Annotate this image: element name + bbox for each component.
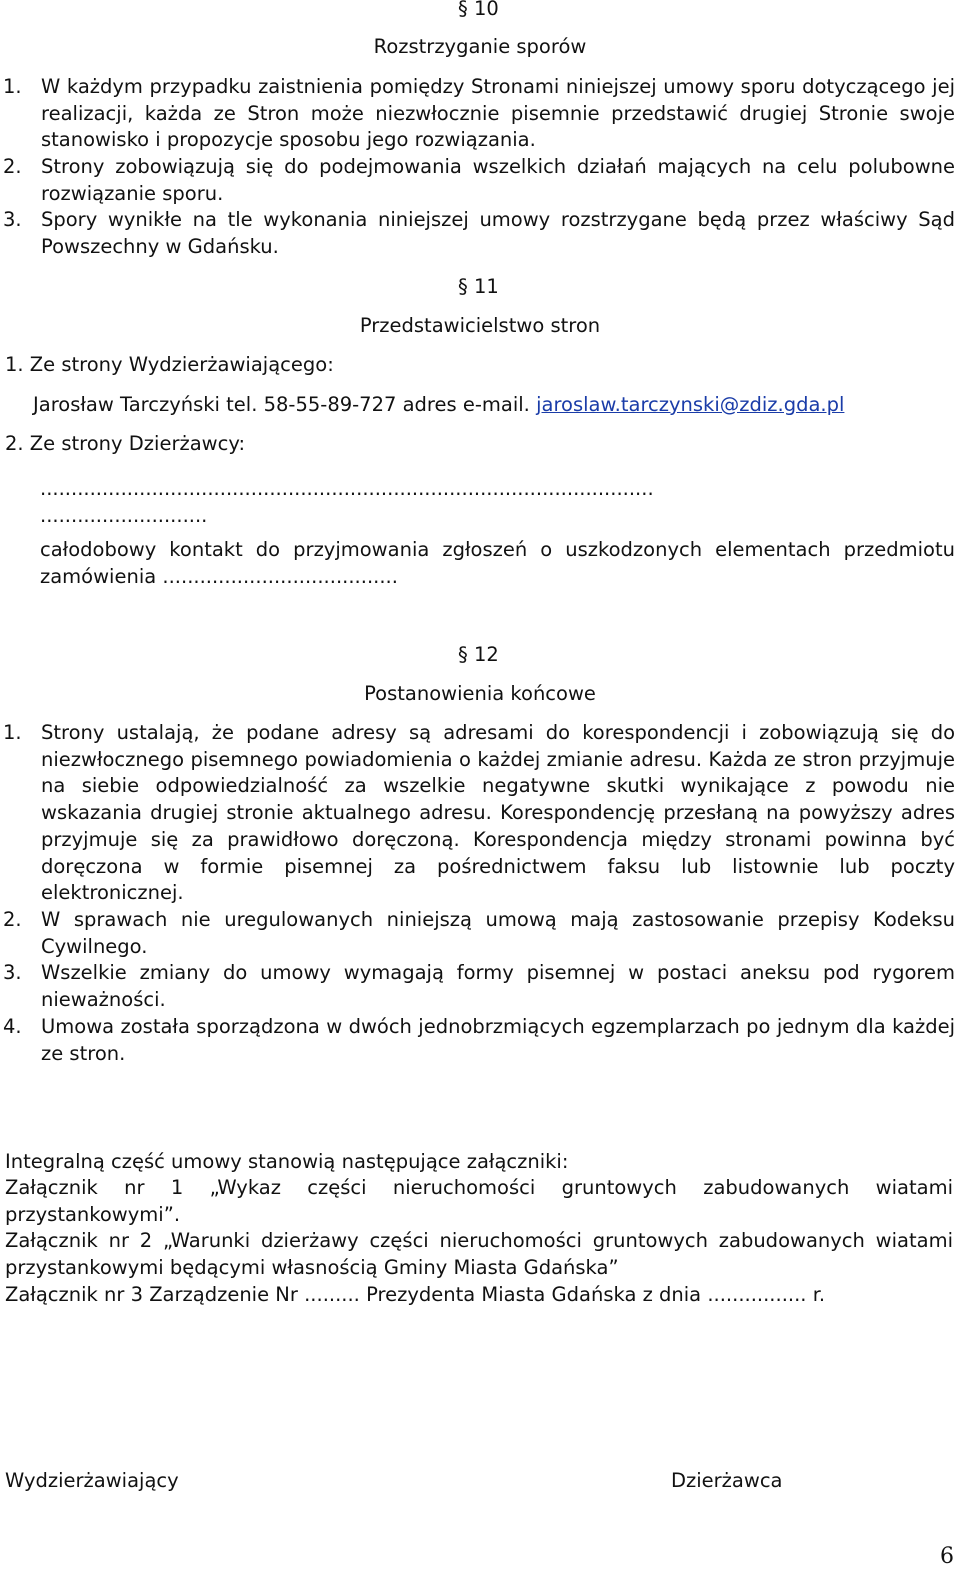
section-10-title: Rozstrzyganie sporów	[373, 35, 587, 58]
list-item: 2. W sprawach nie uregulowanych niniejszą umową mają zastosowanie przepisy Kodeksu Cywilnego.	[3, 908, 955, 958]
signature-lessor: Wydzierżawiający	[5, 1469, 179, 1492]
section-12-heading: § 12	[458, 643, 499, 666]
page-number: 6	[940, 1544, 954, 1569]
attachment-1: Załącznik nr 1 „Wykaz części nieruchomości gruntowych zabudowanych wiatami przystankowymi”.	[5, 1176, 953, 1226]
party-label-lessee: 2. Ze strony Dzierżawcy:	[5, 432, 246, 455]
attachments-intro: Integralną część umowy stanowią następujące załączniki:	[5, 1150, 569, 1173]
placeholder-dots: ...........................	[40, 504, 208, 527]
attachment-3: Załącznik nr 3 Zarządzenie Nr ......... Prezydenta Miasta Gdańska z dnia ................ r.	[5, 1283, 826, 1306]
contact-line	[33, 392, 844, 419]
contact-text: Jarosław Tarczyński tel. 58-55-89-727 adres e-mail.	[33, 393, 530, 416]
section-11-title: Przedstawicielstwo stron	[359, 314, 601, 337]
signature-lessee: Dzierżawca	[671, 1469, 783, 1492]
hotline-text: całodobowy kontakt do przyjmowania zgłoszeń o uszkodzonych elementach przedmiotu zamówienia ......................................	[40, 538, 955, 588]
email-link[interactable]: jaroslaw.tarczynski@zdiz.gda.pl	[536, 393, 845, 416]
section-11-heading: § 11	[458, 275, 499, 298]
list-item: 2. Strony zobowiązują się do podejmowania wszelkich działań mających na celu polubowne rozwiązanie sporu.	[3, 155, 955, 205]
placeholder-dots: ...................................................................................................	[40, 477, 654, 500]
list-item: 4. Umowa została sporządzona w dwóch jednobrzmiących egzemplarzach po jednym dla każdej ze stron.	[3, 1015, 955, 1065]
section-12-title: Postanowienia końcowe	[364, 682, 596, 705]
list-item: 1. Strony ustalają, że podane adresy są adresami do korespondencji i zobowiązują się do niezwłocznego pisemnego powiadomienia o każdej zmianie adresu. Każda ze stron przyjmuje na siebie odpowiedzialność za wszelkie negatywne skutki wynikające z powodu nie wskazania drugiej stronie aktualnego adresu. Korespondencję przesłaną na powyższy adres przyjmuje się za prawidłowo doręczoną. Korespondencja między stronami powinna być doręczona w formie pisemnej za pośrednictwem faksu lub listownie lub poczty elektronicznej.	[3, 721, 955, 905]
list-item: 3. Wszelkie zmiany do umowy wymagają formy pisemnej w postaci aneksu pod rygorem nieważności.	[3, 961, 955, 1011]
section-10-heading: § 10	[458, 0, 499, 20]
attachment-2: Załącznik nr 2 „Warunki dzierżawy części nieruchomości gruntowych zabudowanych wiatami przystankowymi będącymi własnością Gminy Miasta Gdańska”	[5, 1229, 953, 1279]
list-item: 1. W każdym przypadku zaistnienia pomiędzy Stronami niniejszej umowy sporu dotyczącego jej realizacji, każda ze Stron może niezwłocznie pisemnie przedstawić drugiej Stronie swoje stanowisko i propozycje sposobu jego rozwiązania.	[3, 75, 955, 152]
party-label-lessor: 1. Ze strony Wydzierżawiającego:	[5, 353, 334, 376]
list-item: 3. Spory wynikłe na tle wykonania niniejszej umowy rozstrzygane będą przez właściwy Sąd Powszechny w Gdańsku.	[3, 208, 955, 258]
